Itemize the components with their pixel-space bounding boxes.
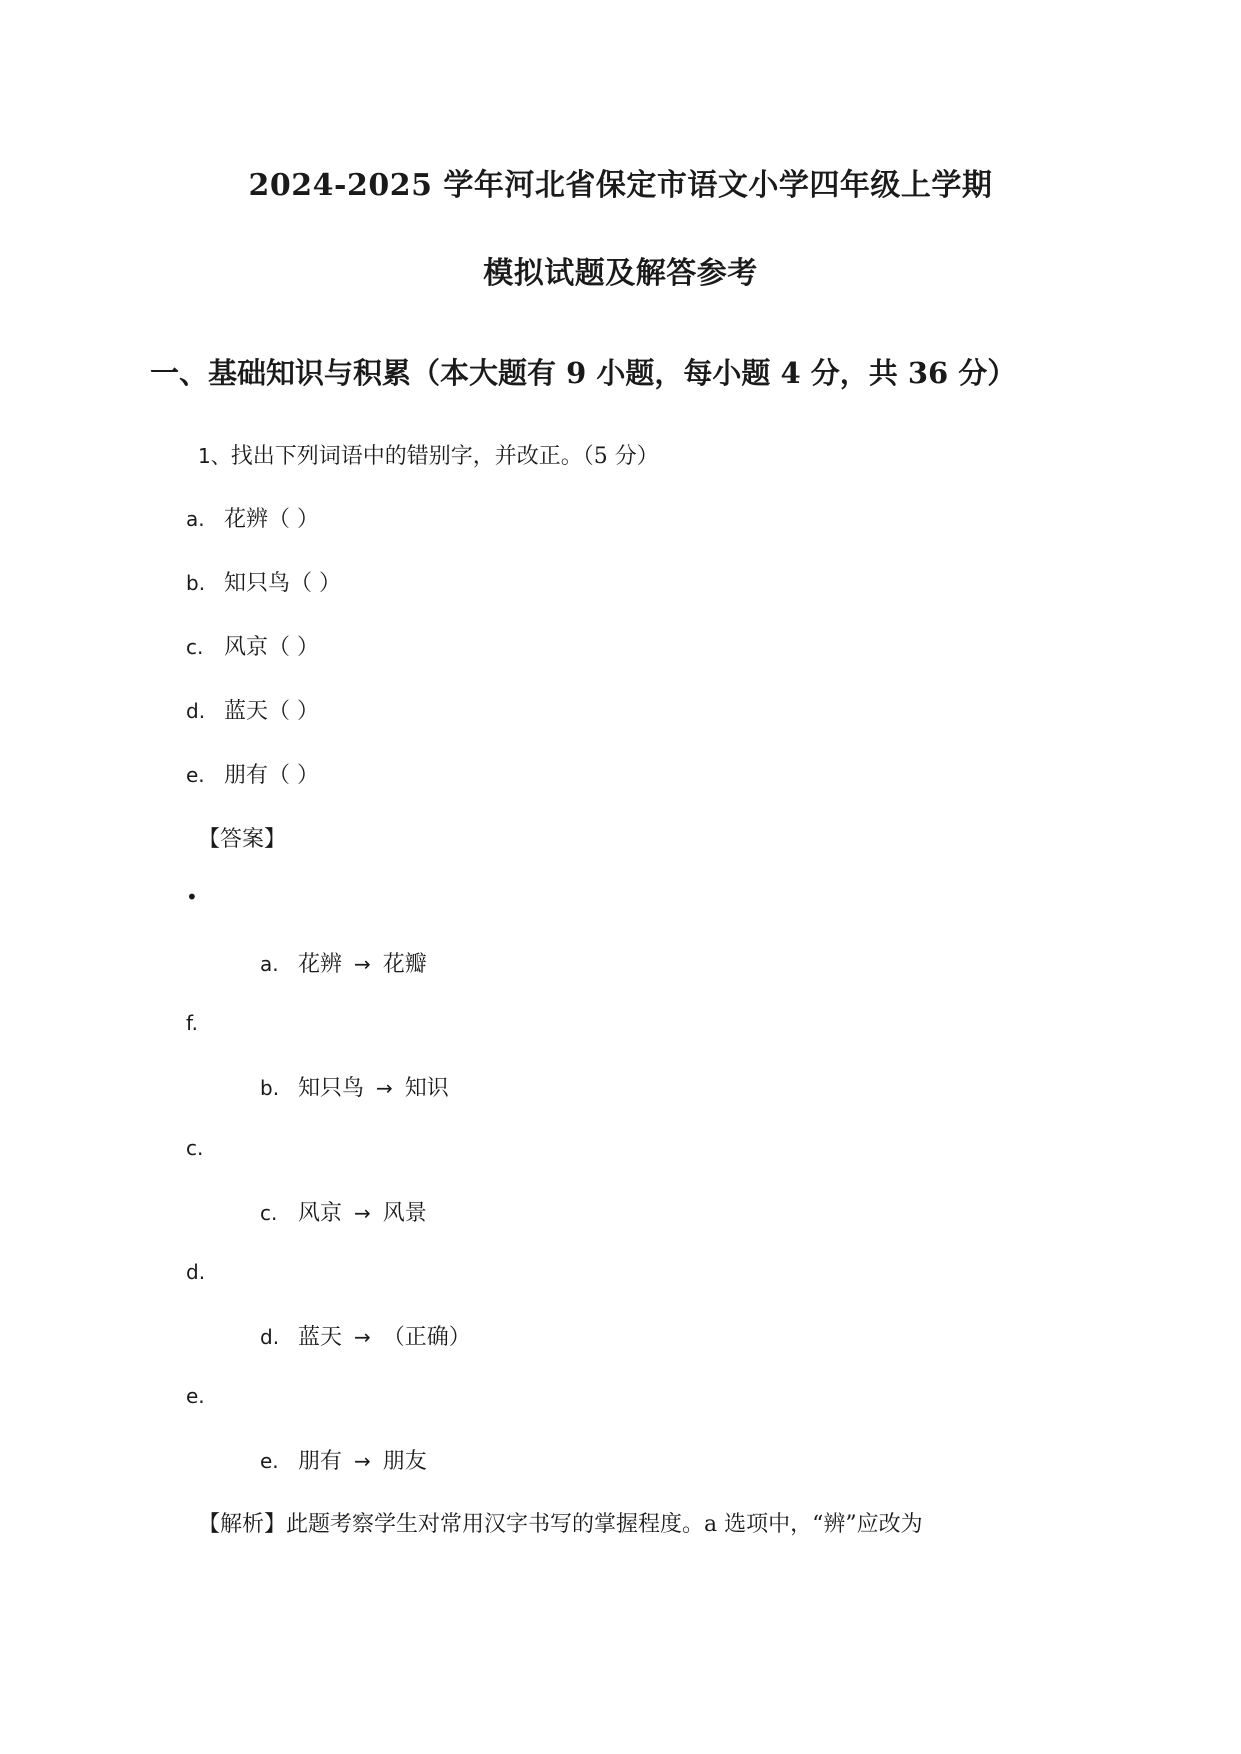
arrow-right-icon: →: [354, 1201, 371, 1225]
option-text: 蓝天（ ）: [224, 699, 319, 724]
answer-to: 知识: [404, 1076, 449, 1101]
option-label: d.: [186, 699, 206, 723]
answer-label: a.: [260, 952, 279, 976]
answer-to: 花瓣: [382, 952, 427, 977]
answer-to: （正确）: [382, 1325, 471, 1350]
option-label: c.: [186, 635, 204, 659]
answer-d: [260, 1320, 471, 1351]
arrow-right-icon: →: [354, 952, 371, 976]
analysis-text: 【解析】此题考察学生对常用汉字书写的掌握程度。a 选项中，“辨”应改为: [198, 1512, 923, 1537]
option-text: 风京（ ）: [224, 635, 319, 660]
option-b: [186, 566, 341, 597]
bullet-marker: •: [186, 885, 198, 909]
answer-a: [260, 947, 427, 978]
answer-from: 蓝天: [298, 1325, 343, 1350]
option-label: a.: [186, 507, 205, 531]
answer-marker: d.: [186, 1260, 206, 1284]
question-number: 1、: [198, 444, 231, 468]
option-label: e.: [186, 763, 205, 787]
option-label: b.: [186, 571, 206, 595]
document-title-line2: 模拟试题及解答参考: [483, 256, 758, 291]
arrow-right-icon: →: [354, 1449, 371, 1473]
answer-to: 风景: [382, 1201, 427, 1226]
option-e: [186, 758, 319, 789]
section-heading: 一、基础知识与积累（本大题有 9 小题，每小题 4 分，共 36 分）: [150, 356, 1017, 390]
answer-c: [260, 1196, 427, 1227]
answer-label: e.: [260, 1449, 279, 1473]
answer-e: [260, 1444, 427, 1475]
answer-label: b.: [260, 1076, 280, 1100]
answer-from: 风京: [298, 1201, 343, 1226]
answer-from: 朋有: [298, 1449, 343, 1474]
answer-marker: f.: [186, 1011, 198, 1035]
answer-heading: 【答案】: [198, 827, 287, 852]
option-a: [186, 502, 319, 533]
answer-marker: c.: [186, 1136, 204, 1160]
option-d: [186, 694, 319, 725]
answer-b: [260, 1071, 449, 1102]
arrow-right-icon: →: [354, 1325, 371, 1349]
question-text: 找出下列词语中的错别字，并改正。（5 分）: [230, 444, 659, 469]
answer-label: d.: [260, 1325, 280, 1349]
option-text: 朋有（ ）: [224, 763, 319, 788]
option-text: 花辨（ ）: [224, 507, 319, 532]
answer-label: c.: [260, 1201, 278, 1225]
answer-from: 花辨: [298, 952, 343, 977]
option-c: [186, 630, 319, 661]
question-1: [198, 439, 659, 470]
answer-to: 朋友: [382, 1449, 427, 1474]
option-text: 知只鸟（ ）: [224, 571, 341, 596]
answer-from: 知只鸟: [298, 1076, 365, 1101]
document-title-line1: 2024-2025 学年河北省保定市语文小学四年级上学期: [248, 168, 993, 203]
arrow-right-icon: →: [376, 1076, 393, 1100]
answer-marker: e.: [186, 1384, 205, 1408]
